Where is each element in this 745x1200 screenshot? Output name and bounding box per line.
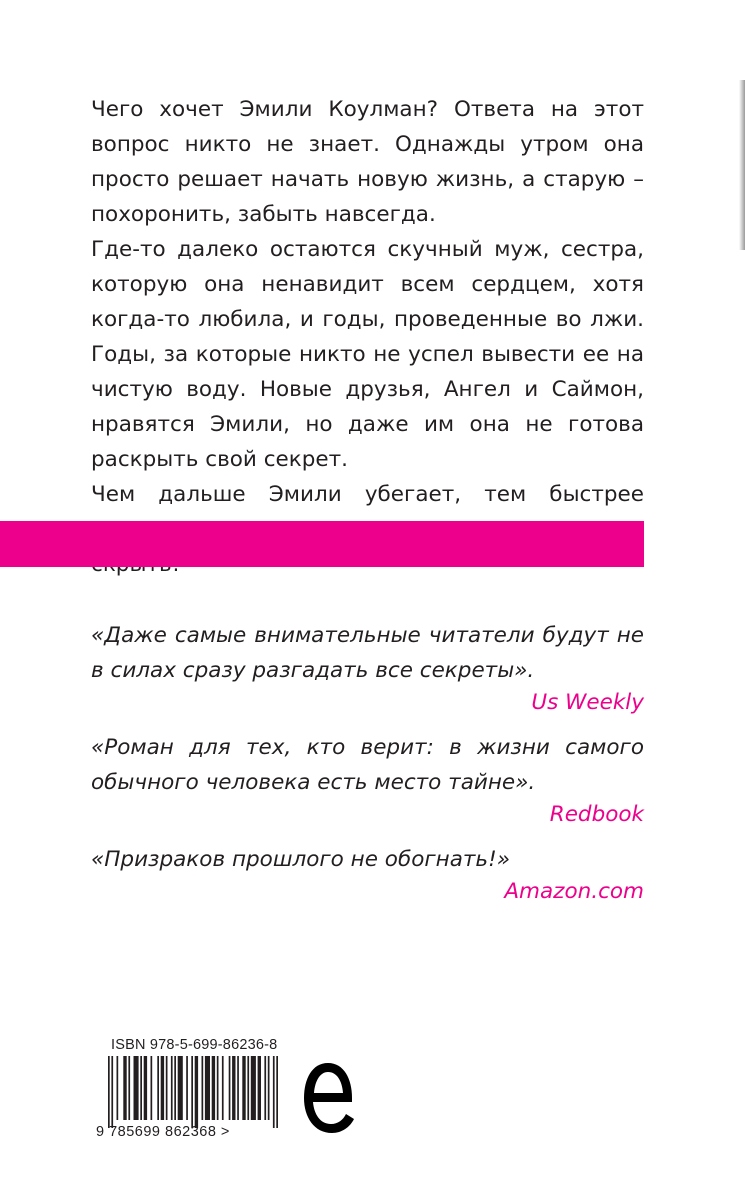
barcode-bar xyxy=(151,1056,153,1120)
barcode-bar xyxy=(140,1056,142,1120)
barcode-bar xyxy=(191,1056,193,1128)
barcode-bar xyxy=(134,1056,139,1120)
barcode-bar xyxy=(232,1056,235,1120)
description-paragraph-1: Чего хочет Эмили Коулман? Ответа на этот вопрос никто не знает. Однажды утром она просто решает начать новую жизнь, а старую – похоронить, забыть навсегда. xyxy=(91,97,644,227)
barcode-bar xyxy=(237,1056,239,1120)
barcode-bar xyxy=(247,1056,249,1120)
barcode-bar xyxy=(195,1056,198,1128)
barcode-bar xyxy=(171,1056,173,1120)
barcode-bar xyxy=(217,1056,219,1120)
barcode-bar xyxy=(123,1056,126,1120)
barcode-bar xyxy=(212,1056,215,1120)
barcode-bar xyxy=(166,1056,168,1120)
barcode-digits: 9 785699 862368 > xyxy=(96,1124,230,1140)
review-us-weekly xyxy=(91,618,644,718)
accent-band xyxy=(0,521,644,567)
barcode-bar xyxy=(111,1056,113,1128)
isbn-label: ISBN 978-5-699-86236-8 xyxy=(111,1037,278,1053)
barcode-bar xyxy=(276,1056,278,1128)
barcode-bar xyxy=(178,1056,183,1120)
review-source: Us Weekly xyxy=(531,690,644,715)
barcode-bar xyxy=(202,1056,204,1120)
barcode-bar xyxy=(157,1056,159,1120)
barcode-bar xyxy=(273,1056,275,1128)
barcode-bar xyxy=(174,1056,176,1120)
barcode-bar xyxy=(222,1056,224,1120)
review-quote: «Роман для тех, кто верит: в жизни самого обычного человека есть место тайне». xyxy=(91,735,644,795)
barcode-bar xyxy=(128,1056,130,1120)
barcode-bar xyxy=(108,1056,110,1128)
barcode-bar xyxy=(251,1056,256,1120)
barcode-bar xyxy=(144,1056,147,1120)
book-description xyxy=(91,92,644,582)
ean13-barcode-icon xyxy=(108,1056,278,1128)
cover-edge-shadow xyxy=(739,80,745,250)
description-paragraph-3: Чем дальше Эмили убегает, тем быстрее xyxy=(91,482,644,507)
barcode-bar xyxy=(161,1056,164,1120)
review-quote: «Призраков прошлого не обогнать!» xyxy=(91,847,510,872)
review-redbook xyxy=(91,730,644,830)
description-paragraph-2: Где-то далеко остаются скучный муж, сестра, которую она ненавидит всем сердцем, хотя когда-то любила, и годы, проведенные во лжи. Годы, за которые никто не успел вывести ее на чистую воду. Новые друзья, Ангел и Саймон, нравятся Эмили, но даже им она не готова раскрыть свой секрет. xyxy=(91,237,644,472)
press-reviews xyxy=(91,618,644,919)
barcode-bar xyxy=(229,1056,231,1120)
review-amazon xyxy=(91,842,644,907)
review-source: Redbook xyxy=(549,802,644,827)
review-quote: «Даже самые внимательные читатели будут не в силах сразу разгадать все секреты». xyxy=(91,623,644,683)
barcode xyxy=(96,1056,286,1142)
barcode-bar xyxy=(205,1056,210,1120)
barcode-bar xyxy=(268,1056,270,1120)
barcode-bar xyxy=(242,1056,245,1120)
barcode-bar xyxy=(258,1056,261,1120)
barcode-bar xyxy=(264,1056,266,1120)
eksmo-e-logo-icon xyxy=(300,1055,356,1141)
barcode-bar xyxy=(117,1056,119,1120)
review-source: Amazon.com xyxy=(504,879,644,904)
barcode-bar xyxy=(186,1056,188,1120)
